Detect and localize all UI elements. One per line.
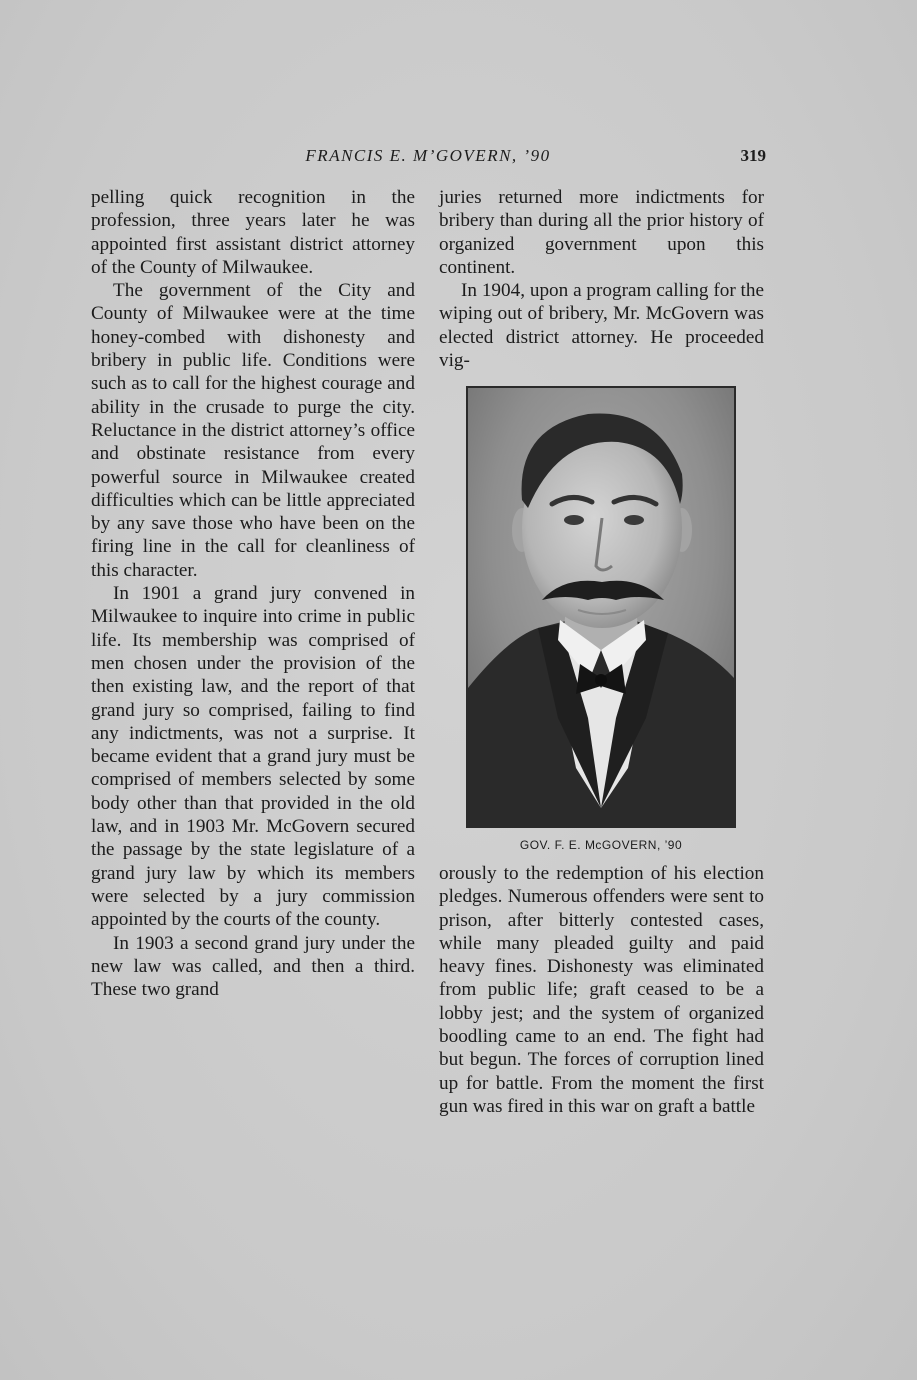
paragraph: pelling quick recognition in the profession, three years later he was appointed first assistant district attorney of the County of Milwaukee. bbox=[91, 187, 415, 278]
page-number: 319 bbox=[740, 146, 766, 165]
running-title: FRANCIS E. M’GOVERN, ’90 bbox=[305, 146, 551, 165]
portrait-photo bbox=[466, 386, 736, 828]
figure-caption: GOV. F. E. McGOVERN, ’90 bbox=[519, 838, 683, 852]
left-column bbox=[91, 186, 415, 1001]
running-head bbox=[90, 144, 766, 168]
portrait-image bbox=[468, 388, 734, 826]
paragraph: In 1903 a second grand jury under the new law was called, and then a third. These two grand bbox=[91, 932, 415, 1001]
paragraph: orously to the redemption of his election pledges. Numerous offenders were sent to prison, after bitterly contested cases, while many pleaded guilty and paid heavy fines. Dishonesty was eliminated from public life; graft ceased to be a lobby jest; and the system of organized boodling came to an end. The fight had but begun. The forces of corruption lined up for battle. From the moment the first gun was fired in this war on graft a battle bbox=[439, 863, 764, 1117]
paragraph: The government of the City and County of Milwaukee were at the time honey-combed with dishonesty and bribery in public life. Conditions were such as to call for the highest courage and ability in the crusade to purge the city. Reluctance in the district attorney’s office and obstinate resistance from every powerful source in Milwaukee created difficulties which can be little appreciated by any save those who have been on the firing line in the call for cleanliness of this character. bbox=[91, 280, 415, 581]
paragraph: juries returned more indictments for bribery than during all the prior history of organized government upon this continent. bbox=[439, 187, 764, 278]
right-column-bottom bbox=[439, 862, 764, 1118]
paragraph: In 1904, upon a program calling for the wiping out of bribery, Mr. McGovern was elected district attorney. He proceeded vig- bbox=[439, 280, 764, 372]
right-column-top bbox=[439, 186, 764, 372]
paragraph: In 1901 a grand jury convened in Milwaukee to inquire into crime in public life. Its membership was comprised of men chosen under the provision of the then existing law, and the report of that grand jury so comprised, failing to find any indictments, was not a surprise. It became evident that a grand jury must be comprised of members selected by some body other than that provided in the old law, and in 1903 Mr. McGovern secured the passage by the state legislature of a grand jury law by which its members were selected by a jury commission appointed by the courts of the county. bbox=[91, 583, 415, 931]
